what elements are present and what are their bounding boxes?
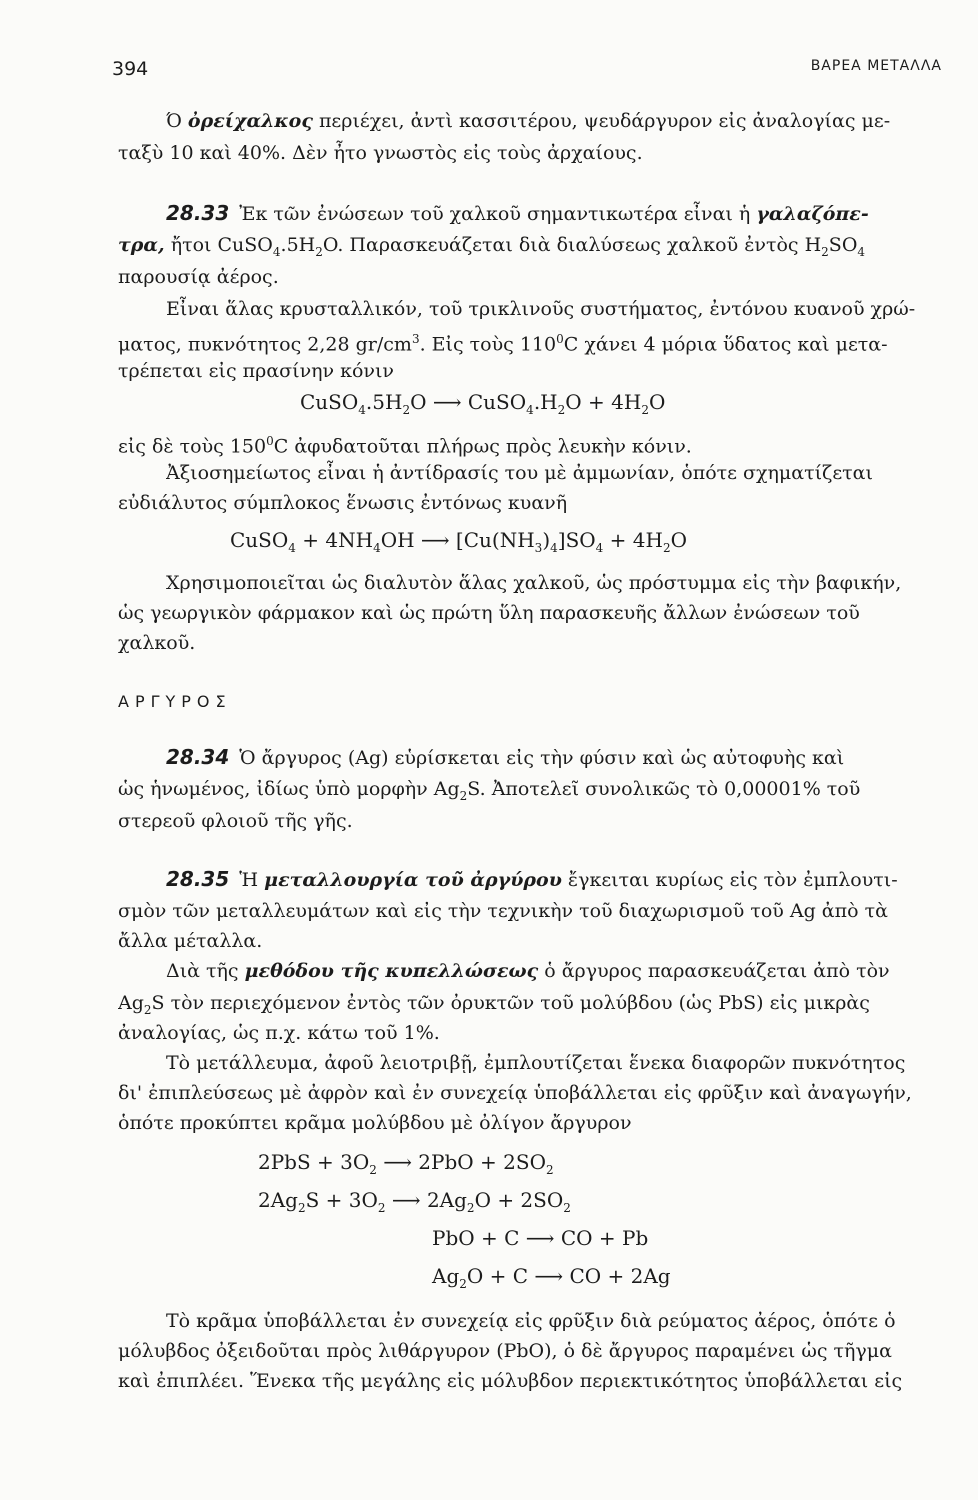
paragraph-line: παρουσίᾳ ἀέρος. xyxy=(118,266,279,288)
paragraph-line: σμὸν τῶν μεταλλευμάτων καὶ εἰς τὴν τεχνικὴν τοῦ διαχωρισμοῦ τοῦ Ag ἀπὸ τὰ xyxy=(118,900,888,922)
paragraph-line: τρέπεται εἰς πρασίνην κόνιν xyxy=(118,360,394,382)
equation: $2Ag_2S + 3O_2$ ⟶ $2Ag_2O + 2SO_2$ xyxy=(258,1188,571,1215)
paragraph-line: Ό ὀρείχαλκος περιέχει, ἀντὶ κασσιτέρου, ψευδάργυρον εἰς ἀναλογίας με- xyxy=(166,110,891,132)
paragraph-line: τρα, ἤτοι $CuSO_4.5H_2O$. Παρασκευάζεται διὰ διαλύσεως χαλκοῦ ἐντὸς $H_2SO_4$ xyxy=(118,234,866,259)
paragraph-line: εὐδιάλυτος σύμπλοκος ἕνωσις ἐντόνως κυανῆ xyxy=(118,492,568,514)
equation: PbO + C ⟶ CO + Pb xyxy=(432,1226,649,1250)
paragraph-line: ὡς γεωργικὸν φάρμακον καὶ ὡς πρώτη ὕλη παρασκευῆς ἄλλων ἐνώσεων τοῦ xyxy=(118,602,860,624)
paragraph-line: $Ag_2S$ τὸν περιεχόμενον ἐντὸς τῶν ὀρυκτῶν τοῦ μολύβδου (ὡς PbS) εἰς μικρὰς xyxy=(118,992,870,1017)
paragraph-line: μόλυβδος ὀξειδοῦται πρὸς λιθάργυρον (PbO), ὁ δὲ ἄργυρος παραμένει ὡς τῆγμα xyxy=(118,1340,892,1362)
section-heading-silver: ΑΡΓΥΡΟΣ xyxy=(118,692,232,711)
section-28-34-line: 28.34 Ὁ ἄργυρος (Ag) εὑρίσκεται εἰς τὴν φύσιν καὶ ὡς αὐτοφυὴς καὶ xyxy=(166,745,845,769)
paragraph-line: στερεοῦ φλοιοῦ τῆς γῆς. xyxy=(118,810,353,832)
section-number: 28.35 xyxy=(166,867,230,891)
section-28-35-line: 28.35 Ἡ μεταλλουργία τοῦ ἀργύρου ἔγκειται κυρίως εἰς τὸν ἐμπλουτι- xyxy=(166,867,898,891)
paragraph-line: Χρησιμοποιεῖται ὡς διαλυτὸν ἅλας χαλκοῦ, ὡς πρόστυμμα εἰς τὴν βαφικήν, xyxy=(166,572,902,594)
paragraph-line: ἀναλογίας, ὡς π.χ. κάτω τοῦ 1%. xyxy=(118,1022,440,1044)
section-28-33-line: 28.33 Ἐκ τῶν ἐνώσεων τοῦ χαλκοῦ σημαντικωτέρα εἶναι ἡ γαλαζόπε- xyxy=(166,201,869,225)
page-number: 394 xyxy=(112,58,149,80)
equation: $Ag_2O + C$ ⟶ CO + 2Ag xyxy=(432,1264,671,1291)
paragraph-line: Ἀξιοσημείωτος εἶναι ἡ ἀντίδρασίς του μὲ ἀμμωνίαν, ὁπότε σχηματίζεται xyxy=(166,462,873,484)
section-number: 28.33 xyxy=(166,201,230,225)
paragraph-line: ἄλλα μέταλλα. xyxy=(118,930,263,952)
paragraph-line: καὶ ἐπιπλέει. Ἕνεκα τῆς μεγάλης εἰς μόλυβδον περιεκτικότητος ὑποβάλλεται εἰς xyxy=(118,1370,903,1392)
paragraph-line: Τὸ κρᾶμα ὑποβάλλεται ἐν συνεχείᾳ εἰς φρῦξιν διὰ ρεύματος ἀέρος, ὁπότε ὁ xyxy=(166,1310,896,1332)
paragraph-line: Τὸ μετάλλευμα, ἀφοῦ λειοτριβῇ, ἐμπλουτίζεται ἕνεκα διαφορῶν πυκνότητος xyxy=(166,1052,906,1074)
section-number: 28.34 xyxy=(166,745,230,769)
paragraph-line: δι' ἐπιπλεύσεως μὲ ἀφρὸν καὶ ἐν συνεχείᾳ ὑποβάλλεται εἰς φρῦξιν καὶ ἀναγωγήν, xyxy=(118,1082,912,1104)
running-title: ΒΑΡΕΑ ΜΕΤΑΛΛΑ xyxy=(810,58,942,74)
paragraph-line: εἰς δὲ τοὺς $150^0C$ ἀφυδατοῦται πλήρως πρὸς λευκὴν κόνιν. xyxy=(118,434,692,458)
equation: $CuSO_4.5H_2O$ ⟶ $CuSO_4.H_2O + 4H_2O$ xyxy=(300,390,666,417)
paragraph-line: ὁπότε προκύπτει κρᾶμα μολύβδου μὲ ὀλίγον ἄργυρον xyxy=(118,1112,632,1134)
paragraph-line: ὡς ἡνωμένος, ἰδίως ὑπὸ μορφὴν $Ag_2S$. Ἀποτελεῖ συνολικῶς τὸ 0,00001% τοῦ xyxy=(118,778,861,803)
equation: $2PbS + 3O_2$ ⟶ $2PbO + 2SO_2$ xyxy=(258,1150,554,1177)
paragraph-line: χαλκοῦ. xyxy=(118,632,196,654)
paragraph-line: ταξὺ 10 καὶ 40%. Δὲν ἦτο γνωστὸς εἰς τοὺς ἀρχαίους. xyxy=(118,142,643,164)
equation: CuSO$_4$ + $4NH_4OH$ ⟶ $[Cu(NH_3)_4]SO_4 + 4H_2O$ xyxy=(230,528,687,555)
paragraph-line: Διὰ τῆς μεθόδου τῆς κυπελλώσεως ὁ ἄργυρος παρασκευάζεται ἀπὸ τὸν xyxy=(166,960,890,982)
paragraph-line: Εἶναι ἅλας κρυσταλλικόν, τοῦ τρικλινοῦς συστήματος, ἐντόνου κυανοῦ χρώ- xyxy=(166,298,916,320)
paragraph-line: ματος, πυκνότητος 2,28 $gr/cm^3$. Εἰς τοὺς $110^0C$ χάνει 4 μόρια ὕδατος καὶ μετα- xyxy=(118,332,888,356)
